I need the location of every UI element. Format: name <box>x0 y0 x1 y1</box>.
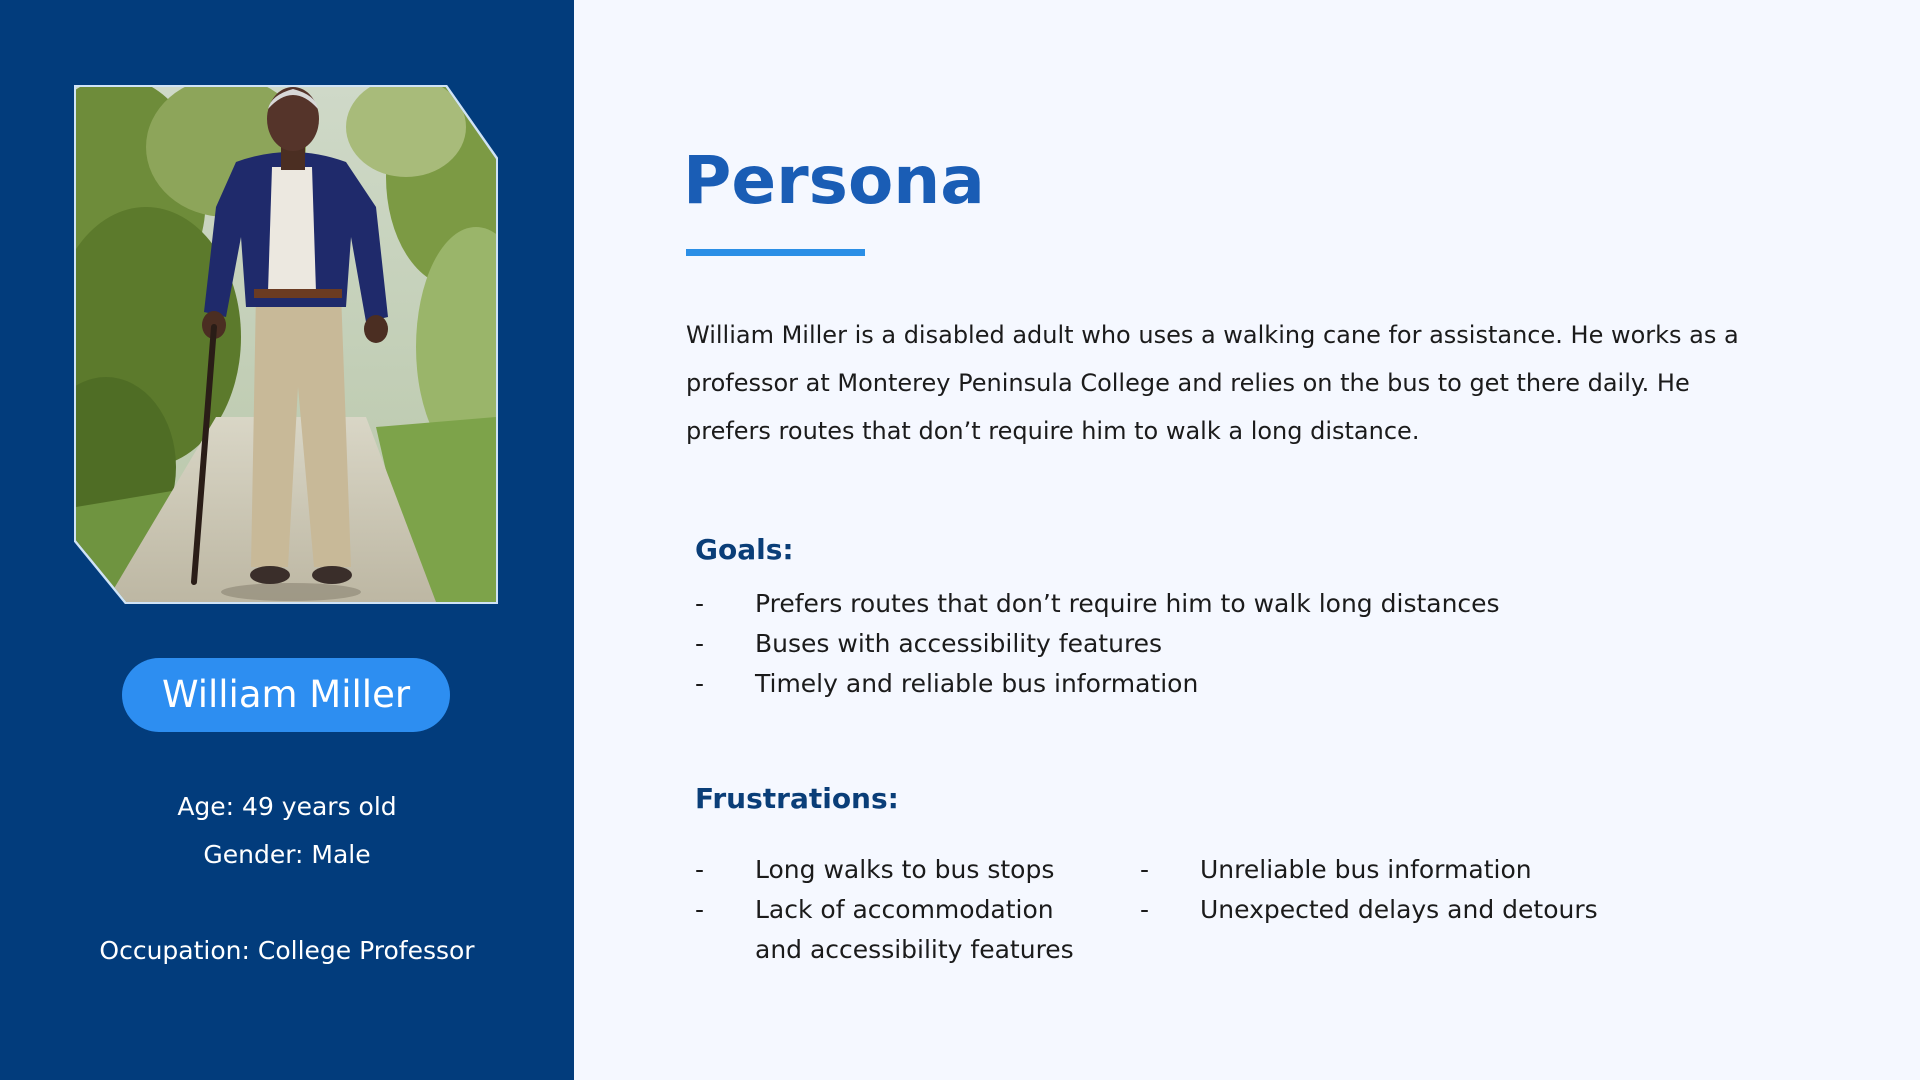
goal-text: Buses with accessibility features <box>755 629 1163 658</box>
persona-name-badge: William Miller <box>122 658 450 732</box>
goal-item <box>695 624 1500 664</box>
goal-text: Prefers routes that don’t require him to walk long distances <box>755 589 1500 618</box>
goals-heading: Goals: <box>695 533 794 566</box>
goals-list <box>695 584 1500 704</box>
goal-item <box>695 584 1500 624</box>
persona-description: William Miller is a disabled adult who uses a walking cane for assistance. He works as a professor at Monterey Peninsula College and relies on the bus to get there daily. He prefers routes that don’t require him to walk a long distance. <box>686 321 1739 445</box>
frustrations-list-left <box>695 850 1074 970</box>
frustration-text: Unreliable bus information <box>1200 855 1532 884</box>
goal-text: Timely and reliable bus information <box>755 669 1199 698</box>
bullet-dash: - <box>1140 895 1150 924</box>
persona-age: Age: 49 years old <box>177 792 397 821</box>
frustration-text: and accessibility features <box>755 935 1074 964</box>
frustration-item <box>695 890 1074 930</box>
bullet-dash: - <box>1140 855 1150 884</box>
bullet-dash: - <box>695 855 705 884</box>
title-underline <box>686 249 865 256</box>
page-title: Persona <box>683 142 985 219</box>
bullet-dash: - <box>695 589 705 618</box>
frustrations-heading: Frustrations: <box>695 782 899 815</box>
frustration-text: Long walks to bus stops <box>755 855 1055 884</box>
persona-sidebar <box>0 0 574 1080</box>
persona-photo-illustration <box>76 87 496 602</box>
bullet-dash: - <box>695 669 705 698</box>
bullet-dash: - <box>695 895 705 924</box>
persona-occupation: Occupation: College Professor <box>99 936 475 965</box>
persona-gender: Gender: Male <box>203 840 371 869</box>
frustration-text: Unexpected delays and detours <box>1200 895 1598 924</box>
frustration-item <box>1140 890 1598 930</box>
frustration-text: Lack of accommodation <box>755 895 1054 924</box>
bullet-dash: - <box>695 629 705 658</box>
frustration-item <box>1140 850 1598 890</box>
persona-photo <box>76 87 496 602</box>
goal-item <box>695 664 1500 704</box>
persona-photo-frame <box>74 85 498 604</box>
frustrations-list-right <box>1140 850 1598 930</box>
frustration-item <box>695 850 1074 890</box>
frustration-item-continuation <box>695 930 1074 970</box>
